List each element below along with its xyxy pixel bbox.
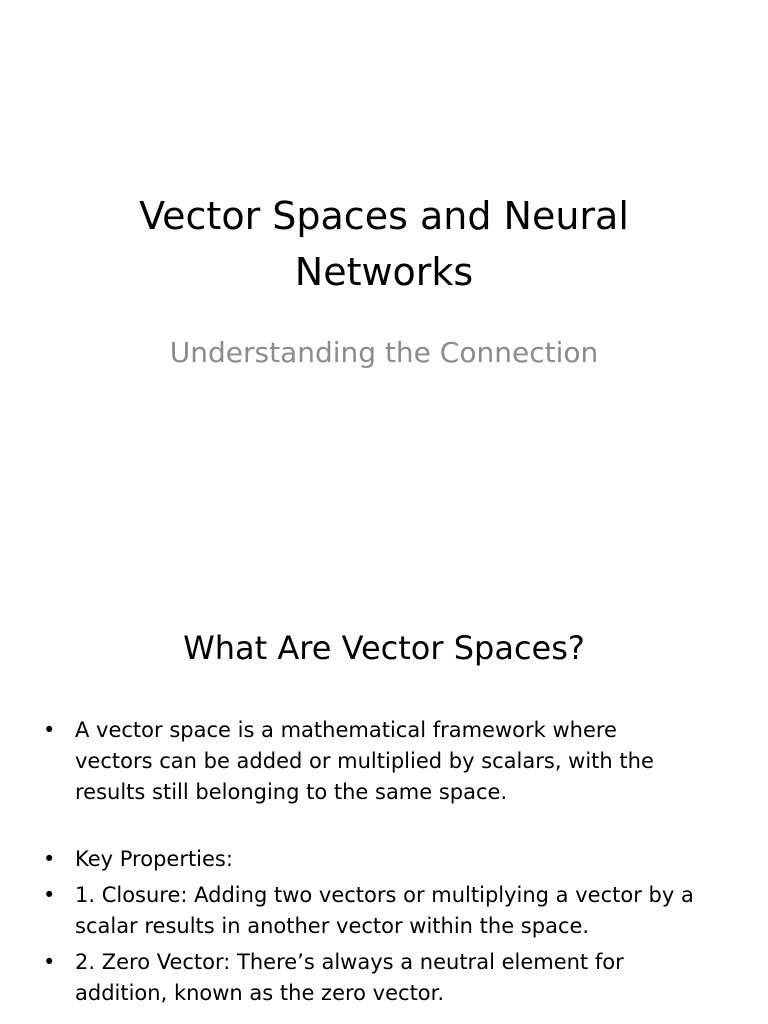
bullet-item [40,844,700,875]
bullet-text: 2. Zero Vector: There’s always a neutral element for addition, known as the zero vector. [75,950,624,1005]
section-title: What Are Vector Spaces? [183,629,585,667]
bullet-dot: • [43,950,56,974]
bullet-item [40,947,700,1009]
bullet-item [40,880,700,942]
bullet-text: Key Properties: [75,847,233,871]
bullet-dot: • [43,847,56,871]
bullet-dot: • [43,718,56,742]
bullet-list [40,715,700,1014]
slide-subtitle: Understanding the Connection [169,336,599,369]
content-slide [0,576,768,1024]
bullet-text: 1. Closure: Adding two vectors or multiplying a vector by a scalar results in another vector within the space. [75,883,694,938]
bullet-text: A vector space is a mathematical framework where vectors can be added or multiplied by scalars, with the results still belonging to the same space. [75,718,654,804]
bullet-dot: • [43,883,56,907]
slide-title: Vector Spaces and Neural Networks [139,194,629,294]
bullet-item [40,715,700,808]
